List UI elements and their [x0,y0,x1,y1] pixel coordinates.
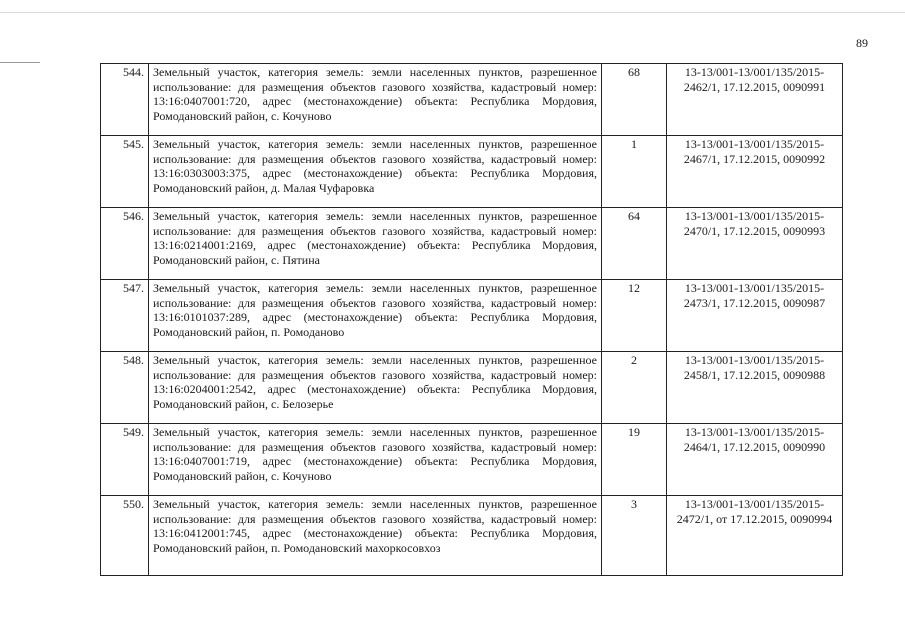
plot-quantity: 2 [602,352,667,424]
registration-record: 13-13/001-13/001/135/2015-2462/1, 17.12.2015, 0090991 [667,64,843,136]
plot-quantity: 1 [602,136,667,208]
scan-artifact-line [0,12,905,13]
registration-record: 13-13/001-13/001/135/2015-2458/1, 17.12.2015, 0090988 [667,352,843,424]
plot-description: Земельный участок, категория земель: земли населенных пунктов, разрешенное использование: для размещения объектов газового хозяйства, кадастровый номер: 13:16:0412001:745, адрес (местонахождение) объекта: Республика Мордовия, Ромодановский район, п. Ромодановский махоркосовхоз [149,496,602,576]
registration-record: 13-13/001-13/001/135/2015-2472/1, от 17.12.2015, 0090994 [667,496,843,576]
plot-quantity: 19 [602,424,667,496]
registration-record: 13-13/001-13/001/135/2015-2464/1, 17.12.2015, 0090990 [667,424,843,496]
scan-artifact-line [0,62,40,63]
row-number: 548. [101,352,149,424]
registration-record: 13-13/001-13/001/135/2015-2473/1, 17.12.2015, 0090987 [667,280,843,352]
row-number: 550. [101,496,149,576]
registration-record: 13-13/001-13/001/135/2015-2467/1, 17.12.2015, 0090992 [667,136,843,208]
row-number: 545. [101,136,149,208]
land-plot-registry-table [100,63,843,576]
plot-description: Земельный участок, категория земель: земли населенных пунктов, разрешенное использование: для размещения объектов газового хозяйства, кадастровый номер: 13:16:0407001:720, адрес (местонахождение) объекта: Республика Мордовия, Ромодановский район, с. Кочуново [149,64,602,136]
plot-quantity: 68 [602,64,667,136]
registration-record: 13-13/001-13/001/135/2015-2470/1, 17.12.2015, 0090993 [667,208,843,280]
table-row [101,352,843,424]
plot-quantity: 3 [602,496,667,576]
table-row [101,424,843,496]
plot-description: Земельный участок, категория земель: земли населенных пунктов, разрешенное использование: для размещения объектов газового хозяйства, кадастровый номер: 13:16:0407001:719, адрес (местонахождение) объекта: Республика Мордовия, Ромодановский район, с. Кочуново [149,424,602,496]
plot-description: Земельный участок, категория земель: земли населенных пунктов, разрешенное использование: для размещения объектов газового хозяйства, кадастровый номер: 13:16:0101037:289, адрес (местонахождение) объекта: Республика Мордовия, Ромодановский район, п. Ромоданово [149,280,602,352]
row-number: 549. [101,424,149,496]
table-row [101,496,843,576]
table-row [101,136,843,208]
plot-quantity: 12 [602,280,667,352]
page-number: 89 [856,36,868,50]
row-number: 546. [101,208,149,280]
plot-description: Земельный участок, категория земель: земли населенных пунктов, разрешенное использование: для размещения объектов газового хозяйства, кадастровый номер: 13:16:0303003:375, адрес (местонахождение) объекта: Республика Мордовия, Ромодановский район, д. Малая Чуфаровка [149,136,602,208]
row-number: 547. [101,280,149,352]
plot-description: Земельный участок, категория земель: земли населенных пунктов, разрешенное использование: для размещения объектов газового хозяйства, кадастровый номер: 13:16:0204001:2542, адрес (местонахождение) объекта: Республика Мордовия, Ромодановский район, с. Белозерье [149,352,602,424]
table-row [101,280,843,352]
table-row [101,64,843,136]
table-row [101,208,843,280]
plot-quantity: 64 [602,208,667,280]
row-number: 544. [101,64,149,136]
plot-description: Земельный участок, категория земель: земли населенных пунктов, разрешенное использование: для размещения объектов газового хозяйства, кадастровый номер: 13:16:0214001:2169, адрес (местонахождение) объекта: Республика Мордовия, Ромодановский район, с. Пятина [149,208,602,280]
